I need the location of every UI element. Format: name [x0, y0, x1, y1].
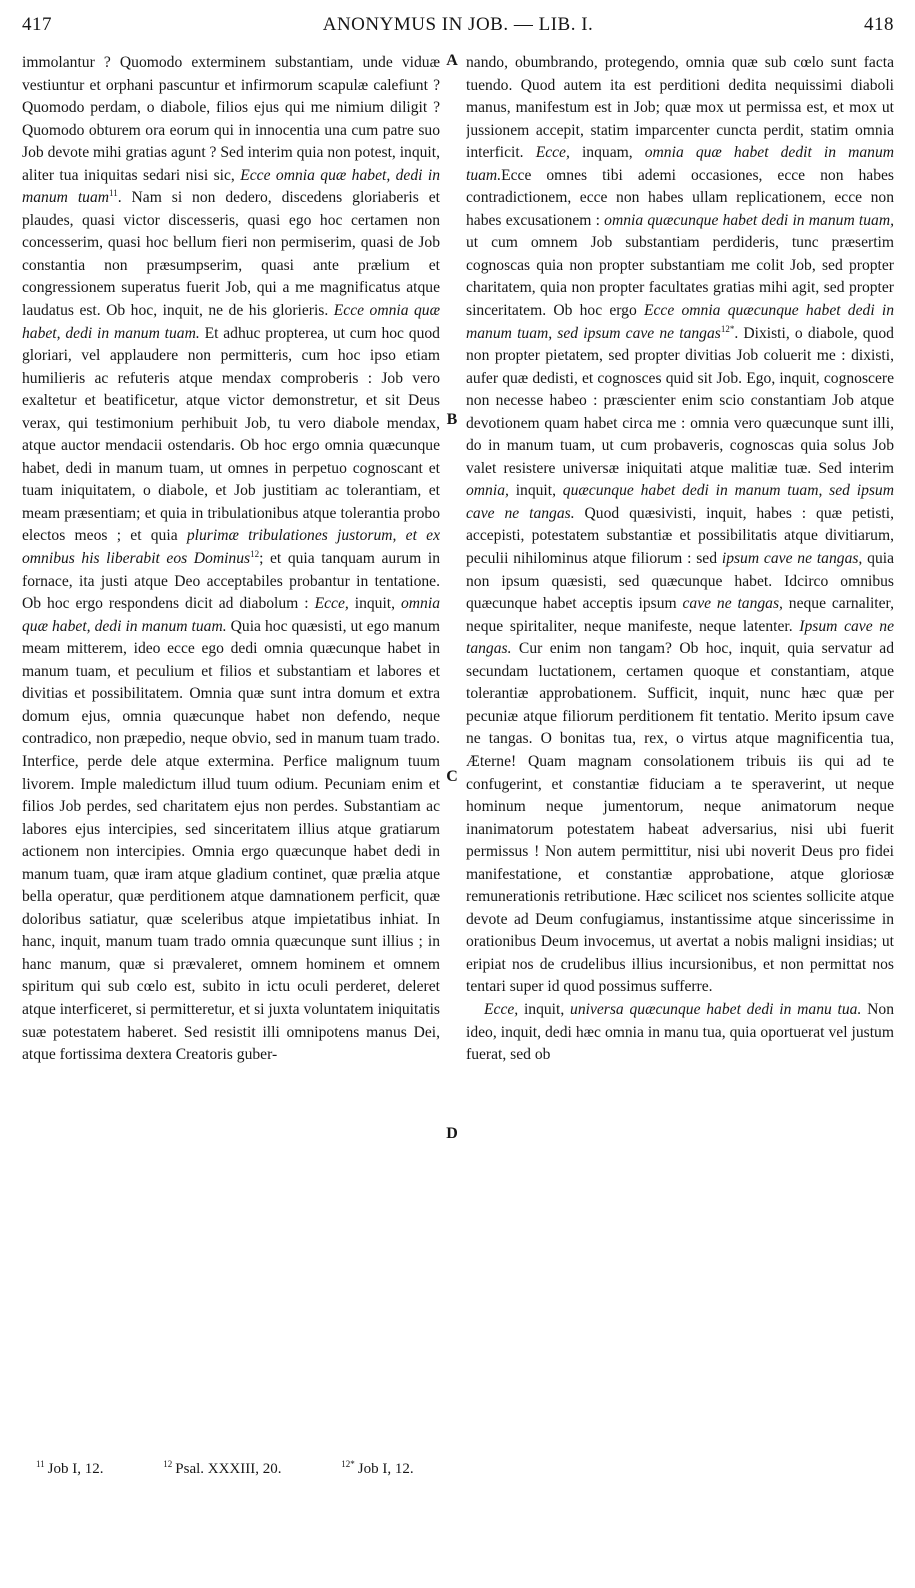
text-run: Et adhuc propterea, ut cum hoc quod gloriari, vel applaudere non permitteris, cum hoc ipso etiam humilieris ac refuteris atque mendax comproberis : Job vero exaltetur et beatificetur, atque victor demonstretur, et sit Deus verax, qui testimonium perhibuit Job, tu vero diabole mendax, atque auctor mendacii ostendaris. Ob hoc ergo omnia quæcunque habet, dedi in manum tuam, ut omnes in perpetuo cognoscant et tuam iniquitatem, o diabole, et Job justitiam ac tolerantiam, et meam præsentiam; et quia in tribulationibus atque tolerantia probo electos meos ; et quia: [22, 324, 440, 545]
text-run: inquit,: [523, 1000, 565, 1018]
scripture-quote: omnia quæ habet dedit in manum tuam.: [466, 144, 894, 184]
right-column: [466, 52, 894, 1447]
scripture-quote: ipsum cave ne tangas,: [721, 550, 863, 568]
text-run: ; et quia tanquam aurum in fornace, ita justi atque Deo acceptabiles probantur in tentatione. Ob hoc ergo respondens dicit ad diabolum :: [22, 550, 440, 613]
text-run: Quod quæsivisti, inquit, habes : quæ petisti, accepisti, potestatem substantiæ et possibilitatis atque divitiarum, peculii nihilominus atque filiorum : sed: [466, 504, 894, 568]
text-run: Quia hoc quæsisti, ut ego manum meam mitterem, ideo ecce ego dedi omnia quæcunque habet in manum tuam, et peculium et filios et substantiam et labores et divitias et possibilitatem. Omnia quæ sunt intra domum et extra domum ejus, omnia quæcunque habet non defendo, neque contradico, non præpedio, neque obvio, sed in manum tuam trado. Interfice, perde dele atque extermina. Perfice malignum tuum livorem. Imple maledictum illud tuum odium. Pecuniam enim et filios Job perdes, sed charitatem ejus non perdes. Substantiam ac labores ejus intercipies, sed sinceritatem illius atque gratiarum actionem non intercipies. Omnia ergo quæcunque habet dedi in manum tuam, quæ iram atque gladium continet, quæ prælia atque bella operatur, quæ perditionem atque damnationem perficit, quæ doloribus satiatur, quæ sceleribus atque impietatibus inhiat. In hanc, inquit, manum tuam trado omnia quæcunque sunt illius ; in hanc manum, quæ si prævaleret, omnem hominem et omnem spiritum qui sub cœlo est, subito in ictu oculi perderet, deleret atque interficeret, si permitteretur, et si juxta voluntatem iniquitatis suæ potestatem haberet. Sed resistit illi omnipotens manus Dei, atque fortissima dextera Creatoris guber-: [22, 617, 440, 1064]
left-paragraph-1: [22, 52, 440, 1067]
footnotes: [36, 1461, 636, 1478]
page-header: [22, 14, 894, 40]
text-run: . Dixisti, o diabole, quod non propter pietatem, sed propter divitias Job coluerit me : dixisti, aufer quæ dedisti, et cognosces quid sit Job. Ego, inquit, cognoscere non necesse habeo : præscienter enim scio constantiam Job atque devotionem quam habet circa me : omnia vero quæcunque sunt illi, do in manum tuam, ut cum probaveris, cognoscas quia solus Job valet resistere universæ iniquitati atque malitiæ tuæ. Sed interim: [466, 324, 894, 477]
footnote-text: Job I, 12.: [47, 1461, 104, 1477]
footnote-ref: 12*: [720, 323, 735, 334]
text-run: Cur enim non tangam? Ob hoc, inquit, quia servatur ad secundam luctationem, certamen quoque et constantiam, atque tolerantiæ approbationem. Sufficit, inquit, nunc hæc quæ per pecuniæ atque filiorum perditionem fit tentatio. Merito ipsum cave ne tangas. O bonitas tua, rex, o virtus atque magnificentia tua, Æterne! Quam magnam consolationem tribuis iis qui ad te confugerint, et constantiæ fiduciam a te speraverint, ut neque hominum neque jumentorum, neque animatorum neque inanimatorum potestatem habeat adversarius, nisi ubi fuerit permissus ! Non autem permittitur, nisi ubi noverit Deus pro fidei manifestatione, et constantiæ approbatione, atque gloriosæ remunerationis retributione. Hæc scilicet nos scientes sollicite atque devote ad Deum confugiamus, instantissime atque sincerissime in orationibus Deum invocemus, ut avertat a nobis maligni insidias; ut eripiat nos de crudelibus illius incursionibus, et non permittat nos tentari super id quod possimus sufferre.: [466, 640, 894, 996]
text-run: . Nam si non dedero, discedens gloriaberis et plaudes, quasi victor discesseris, quasi ego hoc certamen non concesserim, quasi hoc bellum fieri non permiserim, quasi de Job constantia non præsumpserim, quasi ante prælium et congressionem superatus fuerit Job, qui a me magnificatus atque laudatus est. Ob hoc, inquit, ne de his glorieris.: [22, 189, 440, 320]
text-run: Non ideo, inquit, dedi hæc omnia in manu tua, quia oportuerat vel justum fuerat, sed ob: [466, 1000, 894, 1064]
scripture-quote: omnia quæ habet, dedi in manum tuam.: [22, 595, 440, 635]
scripture-quote: omnia quæcunque habet dedi in manum tuam,: [604, 211, 894, 229]
left-column: [22, 52, 440, 1447]
text-run: inquit,: [515, 482, 556, 500]
page-number-left: 417: [22, 14, 52, 35]
right-paragraph-1: [466, 52, 894, 999]
text-run: inquam,: [581, 144, 633, 162]
margin-marker-b: B: [446, 411, 458, 428]
text-run: nando, obumbrando, protegendo, omnia quæ sub cœlo sunt facta tuendo. Quod autem ita est perditioni dedita nequissimi diaboli manus, manifestum est in Job; quæ mox ut permissa est, et mox ut jussionem accepit, statim imparcenter cuncta perdit, statim omnia interficit.: [466, 54, 894, 162]
scripture-quote: Ecce,: [484, 1000, 519, 1018]
running-title: ANONYMUS IN JOB. — LIB. I.: [322, 14, 594, 35]
scripture-quote: Ecce omnia quæ habet, dedi in manum tuam.: [22, 302, 440, 342]
text-run: quia non ipsum quæsisti, sed quæcunque habet. Idcirco omnibus quæcunque habet acceptis ipsum: [466, 550, 894, 613]
scripture-quote: Ecce,: [314, 595, 349, 613]
scripture-quote: Ecce,: [535, 144, 570, 162]
scripture-quote: Ecce omnia quæcunque habet dedi in manum tuam, sed ipsum cave ne tangas: [466, 302, 894, 342]
margin-marker-d: D: [446, 1125, 458, 1142]
footnote-ref: 11: [109, 188, 118, 199]
footnote-item: [36, 1461, 132, 1477]
text-run: immolantur ? Quomodo exterminem substantiam, unde viduæ vestiuntur et orphani pascuntur et infirmorum scapulæ calefiunt ? Quomodo perdam, o diabole, filios ejus qui me nimium diligit ? Quomodo obturem ora eorum qui in innocentia una cum patre suo Job devote mihi gratias agunt ? Sed interim quia non potest, inquit, aliter tua iniquitas sedari nisi sic,: [22, 54, 440, 184]
footnote-number: 11: [36, 1459, 45, 1469]
scripture-quote: plurimæ tribulationes justorum, et ex omnibus his liberabit eos Dominus: [22, 527, 440, 568]
footnote-item: [163, 1461, 309, 1477]
page-number-right: 418: [864, 14, 894, 35]
footnote-text: Psal. XXXIII, 20.: [175, 1461, 282, 1477]
margin-marker-c: C: [446, 768, 458, 785]
text-run: Ecce omnes tibi ademi occasiones, ecce non habes contradictionem, ecce non habes ullam replicationem, ecce non habes excusationem :: [466, 166, 894, 229]
footnote-number: 12*: [341, 1459, 355, 1469]
footnote-number: 12: [163, 1459, 173, 1469]
right-paragraph-2: [466, 999, 894, 1067]
scripture-quote: Ecce omnia quæ habet, dedi in manum tuam: [22, 166, 440, 207]
scripture-quote: universa quæcunque habet dedi in manu tua.: [570, 1000, 862, 1018]
footnote-item: [341, 1461, 441, 1477]
scripture-quote: quæcunque habet dedi in manum tuam, sed ipsum cave ne tangas.: [466, 482, 894, 522]
text-run: neque carnaliter, neque spiritaliter, neque manifeste, neque latenter.: [466, 595, 894, 635]
footnote-text: Job I, 12.: [357, 1461, 414, 1477]
scripture-quote: omnia,: [466, 482, 509, 500]
margin-marker-a: A: [446, 52, 458, 69]
scripture-quote: cave ne tangas,: [682, 595, 783, 613]
footnote-ref: 12: [250, 548, 260, 559]
text-run: ut cum omnem Job substantiam perdideris, tunc præsertim cognoscas quia non propter substantiam me colit Job, sed propter charitatem, quia non propter facultates gratias mihi agit, sed propter sinceritatem. Ob hoc ergo: [466, 234, 894, 320]
scripture-quote: Ipsum cave ne tangas.: [466, 617, 894, 658]
text-run: inquit,: [354, 595, 396, 613]
